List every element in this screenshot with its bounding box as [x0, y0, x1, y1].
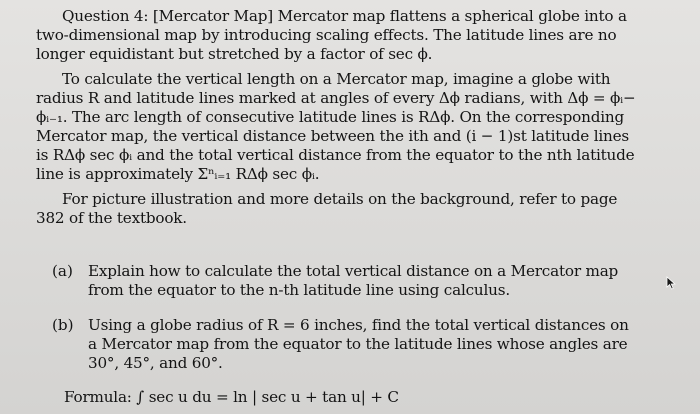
- paragraph-line: Mercator map, the vertical distance between the ith and (i − 1)st latitude lines: [36, 127, 629, 145]
- paragraph-line: radius R and latitude lines marked at angles of every Δϕ radians, with Δϕ = ϕᵢ−: [36, 89, 636, 107]
- paragraph-line: two-dimensional map by introducing scaling effects. The latitude lines are no: [36, 26, 617, 44]
- part-a-line: from the equator to the n-th latitude line using calculus.: [88, 281, 510, 299]
- paragraph-line: To calculate the vertical length on a Mercator map, imagine a globe with: [62, 70, 611, 88]
- question-title-line: Question 4: [Mercator Map] Mercator map flattens a spherical globe into a: [62, 7, 627, 25]
- part-a-line: Explain how to calculate the total vertical distance on a Mercator map: [88, 262, 619, 280]
- mouse-cursor-icon: [666, 276, 676, 290]
- paragraph-line: For picture illustration and more details on the background, refer to page: [62, 190, 618, 208]
- paragraph-line: line is approximately Σⁿᵢ₌₁ RΔϕ sec ϕᵢ.: [36, 165, 320, 183]
- formula-line: Formula: ∫ sec u du = ln | sec u + tan u| + C: [64, 388, 399, 406]
- part-b-line: a Mercator map from the equator to the latitude lines whose angles are: [88, 335, 628, 353]
- paragraph-line: longer equidistant but stretched by a factor of sec ϕ.: [36, 45, 433, 63]
- part-b-label: (b): [52, 316, 74, 334]
- paragraph-line: 382 of the textbook.: [36, 209, 187, 227]
- part-a-label: (a): [52, 262, 73, 280]
- paragraph-line: ϕᵢ₋₁. The arc length of consecutive latitude lines is RΔϕ. On the corresponding: [36, 108, 624, 126]
- part-b-line: 30°, 45°, and 60°.: [88, 354, 223, 372]
- part-b-line: Using a globe radius of R = 6 inches, find the total vertical distances on: [88, 316, 629, 334]
- paragraph-line: is RΔϕ sec ϕᵢ and the total vertical distance from the equator to the nth latitude: [36, 146, 635, 164]
